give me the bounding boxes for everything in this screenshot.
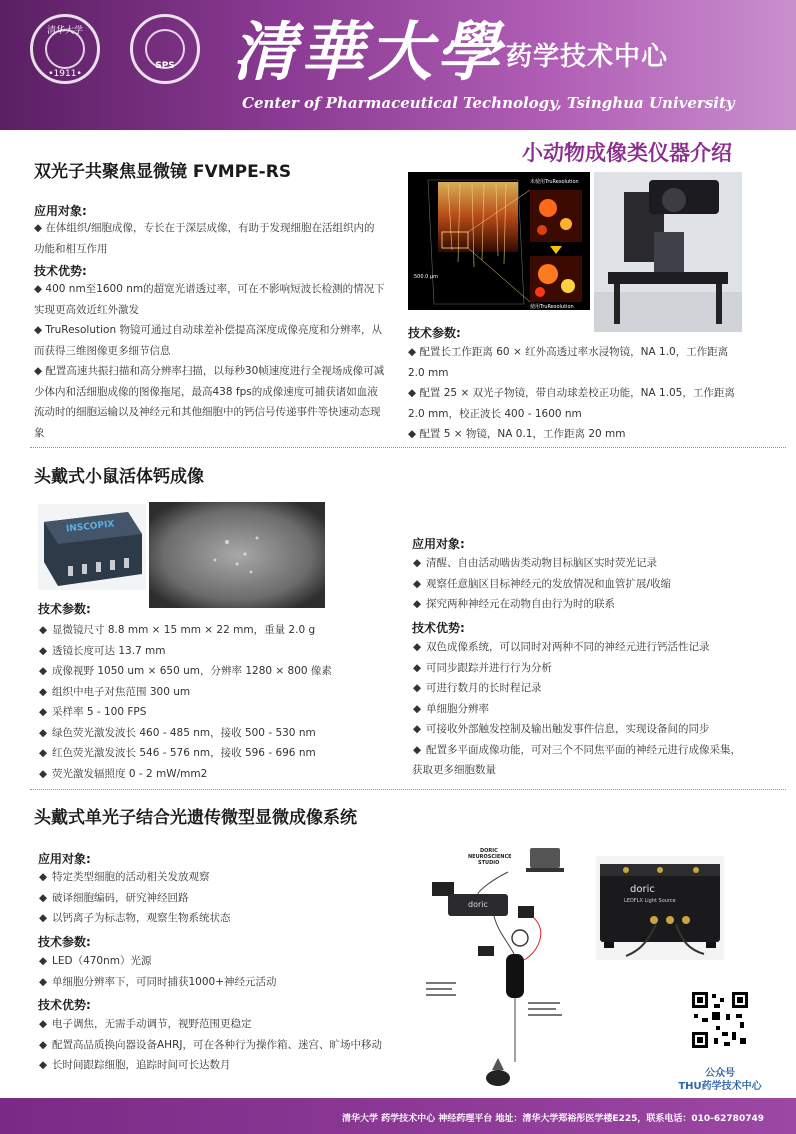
doric-system-diagram (418, 842, 586, 1094)
list-item: ◆ 单细胞分辨率 (413, 702, 489, 715)
section1-params (408, 342, 748, 445)
inscopix-device-photo (38, 504, 146, 590)
section2-advantages-label: 技术优势: (412, 621, 465, 635)
image-label-bottom: 使用TruResolution (530, 304, 574, 310)
light-source-model: LEDFLX Light Source (624, 898, 676, 904)
section2-advantages-list (412, 637, 741, 760)
footer-bar (0, 1098, 796, 1134)
section1-advantages-label: 技术优势: (34, 264, 87, 278)
center-name: 药学技术中心 (506, 42, 669, 72)
section3-application-label: 应用对象: (38, 852, 91, 866)
section1-title: 双光子共聚焦显微镜 FVMPE-RS (34, 162, 292, 182)
section2-applications-list (412, 553, 671, 615)
two-photon-image (408, 172, 590, 310)
section2-application-label: 应用对象: (412, 537, 465, 551)
section-divider (30, 447, 786, 448)
section2-title: 头戴式小鼠活体钙成像 (34, 467, 204, 487)
list-item: ◆ 探究两种神经元在动物自由行为时的联系 (413, 598, 615, 610)
section1-advantage-item: ◆ 配置高速共振扫描和高分辨率扫描，以每秒30帧速度进行全视场成像可减少体内和活细胞成像的图像拖尾，最高438 fps的成像速度可捕获诸如血液流动时的细胞运输以及神经元和其他细胞中的钙信号传递事件等快速动态现象 (34, 365, 385, 439)
image-label-top: 未使用TruResolution (530, 179, 579, 185)
section2-advantages-cont: 获取更多细胞数量 (412, 764, 496, 776)
diagram-brand-line2: NEUROSCIENCE (468, 854, 512, 860)
section1-params-label: 技术参数: (408, 326, 461, 340)
list-item: ◆ 单细胞分辨率下，可同时捕获1000+神经元活动 (39, 975, 277, 988)
list-item: ◆ 电子调焦，无需手动调节，视野范围更稳定 (39, 1018, 252, 1030)
section1-application-text: ◆ 在体组织/细胞成像，专长在于深层成像，有助于发现细胞在活组织内的功能和相互作用 (34, 222, 375, 255)
list-item: ◆ 绿色荧光激发波长 460 - 485 nm，接收 500 - 530 nm (39, 726, 316, 739)
section-divider (30, 789, 786, 790)
list-item: ◆ 红色荧光激发波长 546 - 576 nm，接收 596 - 696 nm (39, 747, 316, 759)
section1-param-item: ◆ 配置 5 × 物镜，NA 0.1，工作距离 20 mm (408, 428, 626, 440)
list-item: ◆ 透镜长度可达 13.7 mm (39, 644, 166, 657)
list-item: ◆ 配置多平面成像功能，可对三个不同焦平面的神经元进行成像采集， (413, 743, 741, 756)
doric-light-source-photo (596, 856, 724, 960)
list-item: ◆ 可同步跟踪并进行行为分析 (413, 661, 552, 674)
list-item: ◆ 长时间跟踪细胞，追踪时间可长达数月 (39, 1059, 231, 1071)
calcium-imaging-photo (149, 502, 325, 608)
seal-year: •1911• (48, 69, 82, 79)
qr-caption-2: THU药学技术中心 (678, 1081, 762, 1092)
section3-title: 头戴式单光子结合光遗传微型显微成像系统 (34, 808, 357, 828)
list-item: ◆ 以钙离子为标志物，观察生物系统状态 (39, 912, 231, 924)
list-item: ◆ 荧光激发辐照度 0 - 2 mW/mm2 (39, 767, 208, 780)
list-item: ◆ LED（470nm）光源 (39, 955, 152, 967)
list-item: ◆ 可进行数月的长时程记录 (413, 682, 542, 694)
diagram-brand-line3: STUDIO (478, 860, 500, 866)
section1-advantages (34, 279, 386, 443)
sps-seal-logo (130, 14, 200, 84)
center-english-name: Center of Pharmaceutical Technology, Tsinghua University (242, 94, 735, 112)
section3-params-label: 技术参数: (38, 935, 91, 949)
section1-param-item: ◆ 配置 25 × 双光子物镜，带自动球差校正功能，NA 1.05，工作距离 2.0 mm，校正波长 400 - 1600 nm (408, 387, 735, 420)
header-banner (0, 0, 796, 130)
microscope-photo (594, 172, 742, 332)
seal-text: 清华大学 (46, 26, 83, 36)
section1-advantage-item: ◆ TruResolution 物镜可通过自动球差补偿提高深度成像亮度和分辨率，从而获得三维图像更多细节信息 (34, 324, 382, 357)
tsinghua-calligraphy: 清華大學 (232, 15, 504, 90)
section3-advantages-list (38, 1014, 382, 1076)
list-item: ◆ 清醒、自由活动啮齿类动物目标脑区实时荧光记录 (413, 557, 657, 569)
list-item: ◆ 破译细胞编码，研究神经回路 (39, 891, 189, 904)
list-item: ◆ 可接收外部触发控制及输出触发事件信息，实现设备间的同步 (413, 723, 710, 735)
page-subtitle: 小动物成像类仪器介绍 (522, 141, 732, 165)
image-scale-label: 500.0 μm (414, 274, 438, 280)
section1-param-item: ◆ 配置长工作距离 60 × 红外高透过率水浸物镜，NA 1.0，工作距离 2.0 mm (408, 346, 729, 379)
section1-advantage-item: ◆ 400 nm至1600 nm的超宽光谱透过率，可在不影响短波长检测的情况下实现更高效近红外激发 (34, 283, 385, 316)
diagram-brand-line1: DORIC (480, 848, 498, 854)
section2-params-list (38, 620, 332, 784)
list-item: ◆ 观察任意脑区目标神经元的发放情况和血管扩展/收缩 (413, 577, 672, 590)
list-item: ◆ 特定类型细胞的活动相关发放观察 (39, 871, 210, 883)
section1-application-label: 应用对象: (34, 204, 87, 218)
list-item: ◆ 成像视野 1050 um × 650 um，分辨率 1280 × 800 像素 (39, 665, 332, 677)
section3-params-list (38, 951, 277, 992)
tsinghua-seal-logo (30, 14, 100, 84)
section2-params-label: 技术参数: (38, 602, 91, 616)
list-item: ◆ 配置高品质换向器设备AHRJ，可在各种行为操作箱、迷宫、旷场中移动 (39, 1038, 382, 1051)
diagram-device-label: doric (468, 900, 488, 909)
device-brand-label: INSCOPIX (65, 519, 115, 535)
qr-code (692, 992, 748, 1048)
list-item: ◆ 显微镜尺寸 8.8 mm × 15 mm × 22 mm，重量 2.0 g (39, 624, 316, 636)
list-item: ◆ 采样率 5 - 100 FPS (39, 706, 147, 718)
list-item: ◆ 组织中电子对焦范围 300 um (39, 685, 191, 698)
list-item: ◆ 双色成像系统，可以同时对两种不同的神经元进行钙活性记录 (413, 641, 710, 653)
seal2-text: SPS (155, 61, 175, 71)
qr-caption-1: 公众号 (705, 1068, 735, 1079)
footer-contact: 清华大学 药学技术中心 神经药理平台 地址：清华大学郑裕彤医学楼E225，联系电话：010-62780749 (342, 1114, 764, 1124)
light-source-brand: doric (630, 884, 655, 895)
section3-applications-list (38, 867, 231, 929)
section3-advantages-label: 技术优势: (38, 998, 91, 1012)
